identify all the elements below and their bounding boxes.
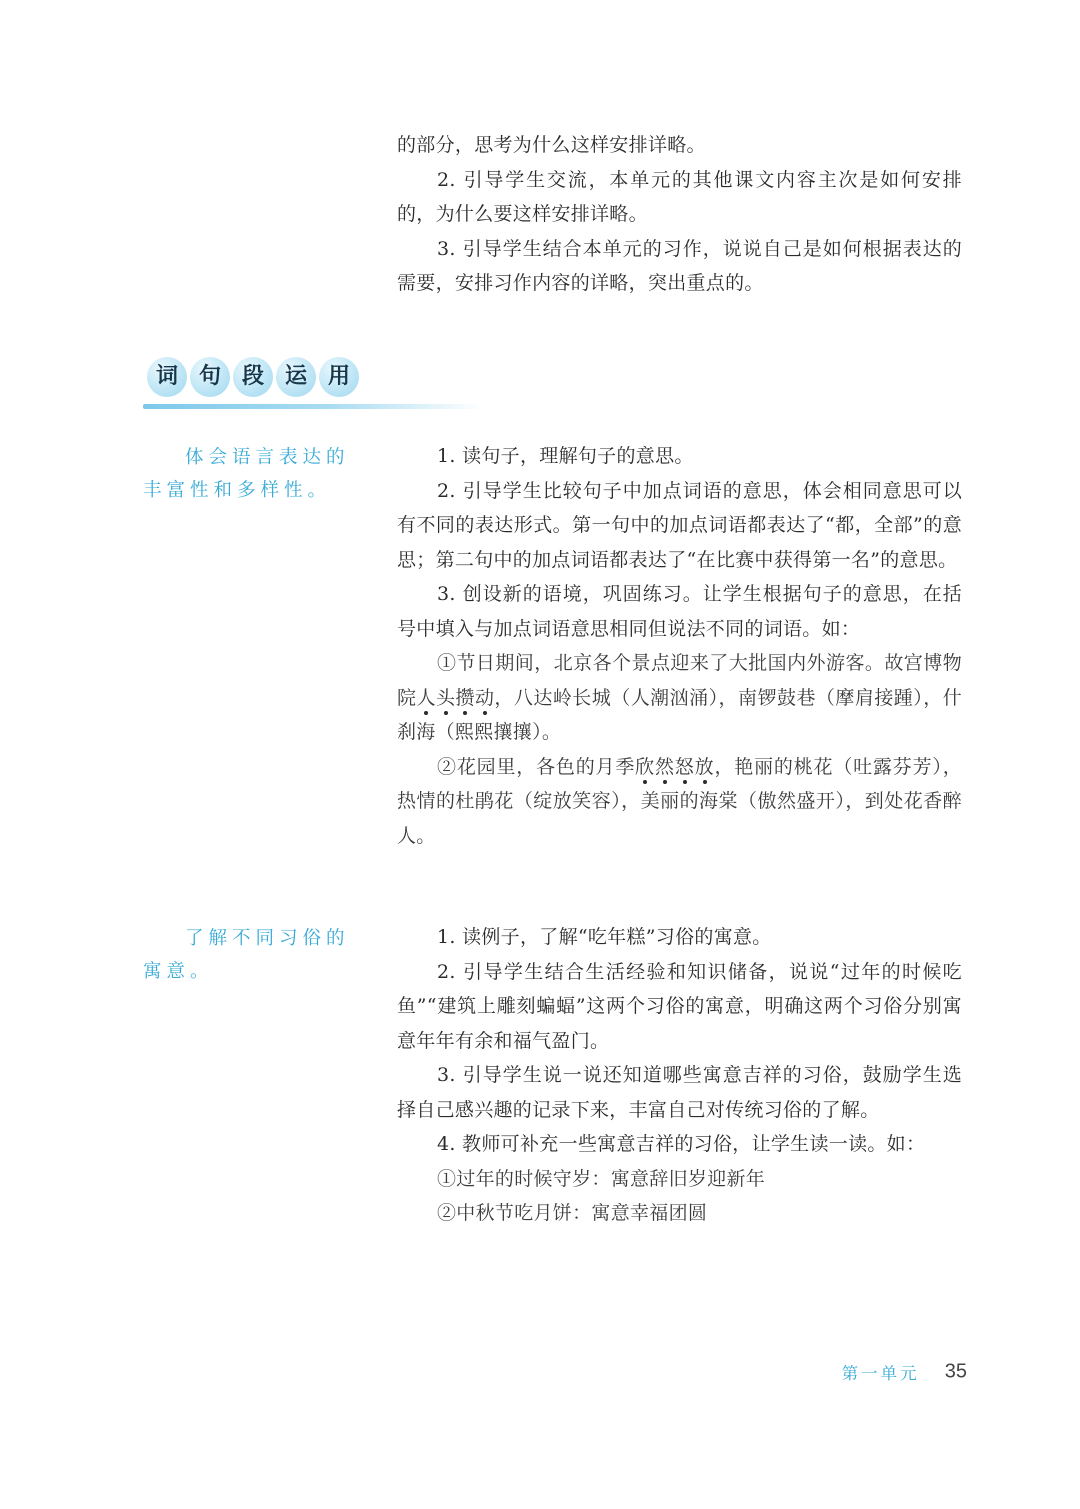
heading-char-5: 用 [319, 357, 359, 397]
side-note-1-line-2: 丰富性和多样性。 [143, 480, 332, 501]
s1-example-2 [397, 750, 962, 854]
s1-example-2-a: ②花园里，各色的月季 [437, 755, 636, 778]
top-line-3: 3. 引导学生结合本单元的习作，说说自己是如何根据表达的需要，安排习作内容的详略，突出重点的。 [397, 237, 962, 294]
s2-para-4: 4. 教师可补充一些寓意吉祥的习俗，让学生读一读。如： [437, 1133, 926, 1155]
s2-example-2: ②中秋节吃月饼：寓意幸福团圆 [437, 1202, 708, 1224]
s2-para-3: 3. 引导学生说一说还知道哪些寓意吉祥的习俗，鼓励学生选择自己感兴趣的记录下来，丰富自己对传统习俗的了解。 [397, 1064, 962, 1121]
emphasis-dot-char: 放 [694, 755, 715, 778]
emphasis-dot-char: 攒 [455, 686, 475, 709]
s2-para-1: 1. 读例子，了解“吃年糕”习俗的寓意。 [437, 926, 772, 948]
side-note-2 [143, 922, 358, 988]
side-note-2-line-2: 寓意。 [143, 961, 214, 982]
s1-para-1: 1. 读句子，理解句子的意思。 [437, 445, 694, 467]
emphasis-dot-char: 动 [474, 686, 495, 709]
top-line-1: 的部分，思考为什么这样安排详略。 [397, 134, 706, 156]
s1-example-2-dotted [635, 756, 714, 778]
top-text-block [397, 128, 962, 301]
section2-text [397, 920, 962, 1231]
section1-text [397, 439, 962, 853]
emphasis-dot-char: 人 [416, 686, 436, 709]
emphasis-dot-char: 欣 [635, 755, 655, 778]
top-line-2: 2. 引导学生交流，本单元的其他课文内容主次是如何安排的，为什么要这样安排详略。 [397, 168, 962, 225]
side-note-1-line-1: 体会语言表达的 [185, 447, 350, 468]
page-footer [842, 1360, 967, 1390]
s2-example-1: ①过年的时候守岁：寓意辞旧岁迎新年 [437, 1167, 766, 1190]
footer-unit-label: 第一单元 [841, 1364, 920, 1383]
section-heading [143, 355, 483, 411]
s1-example-1-dotted [416, 687, 494, 709]
emphasis-dot-char: 怒 [674, 755, 695, 778]
s1-example-1 [397, 646, 962, 750]
heading-char-4: 运 [276, 357, 316, 397]
s1-example-2-b: ，艳丽的桃花（吐露芬芳），热情的杜鹃花（绽放笑容），美丽的海棠（傲然盛开），到处花香醉人。 [397, 755, 963, 847]
s1-para-3: 3. 创设新的语境，巩固练习。让学生根据句子的意思，在括号中填入与加点词语意思相同但说法不同的词语。如： [397, 583, 962, 640]
page-number: 35 [944, 1360, 967, 1383]
heading-char-1: 词 [147, 357, 187, 397]
s1-example-1-b: ，八达岭长城（人潮汹涌），南锣鼓巷（摩肩接踵），什刹海（熙熙攘攘）。 [397, 686, 962, 743]
side-note-2-line-1: 了解不同习俗的 [185, 928, 350, 949]
heading-char-3: 段 [233, 357, 273, 397]
side-note-1 [143, 441, 358, 507]
heading-char-2: 句 [190, 357, 230, 397]
emphasis-dot-char: 头 [435, 686, 456, 709]
s1-example-1-a: ①节日期间，北京各个景点迎来了大批国内外游客。故宫博物院 [397, 652, 962, 709]
s1-para-2: 2. 引导学生比较句子中加点词语的意思，体会相同意思可以有不同的表达形式。第一句中的加点词语都表达了“都，全部”的意思；第二句中的加点词语都表达了“在比赛中获得第一名”的意思。 [397, 479, 962, 571]
heading-underline [143, 404, 483, 409]
s2-para-2: 2. 引导学生结合生活经验和知识储备，说说“过年的时候吃鱼”“建筑上雕刻蝙蝠”这两个习俗的寓意，明确这两个习俗分别寓意年年有余和福气盈门。 [397, 960, 962, 1052]
emphasis-dot-char: 然 [654, 755, 675, 778]
